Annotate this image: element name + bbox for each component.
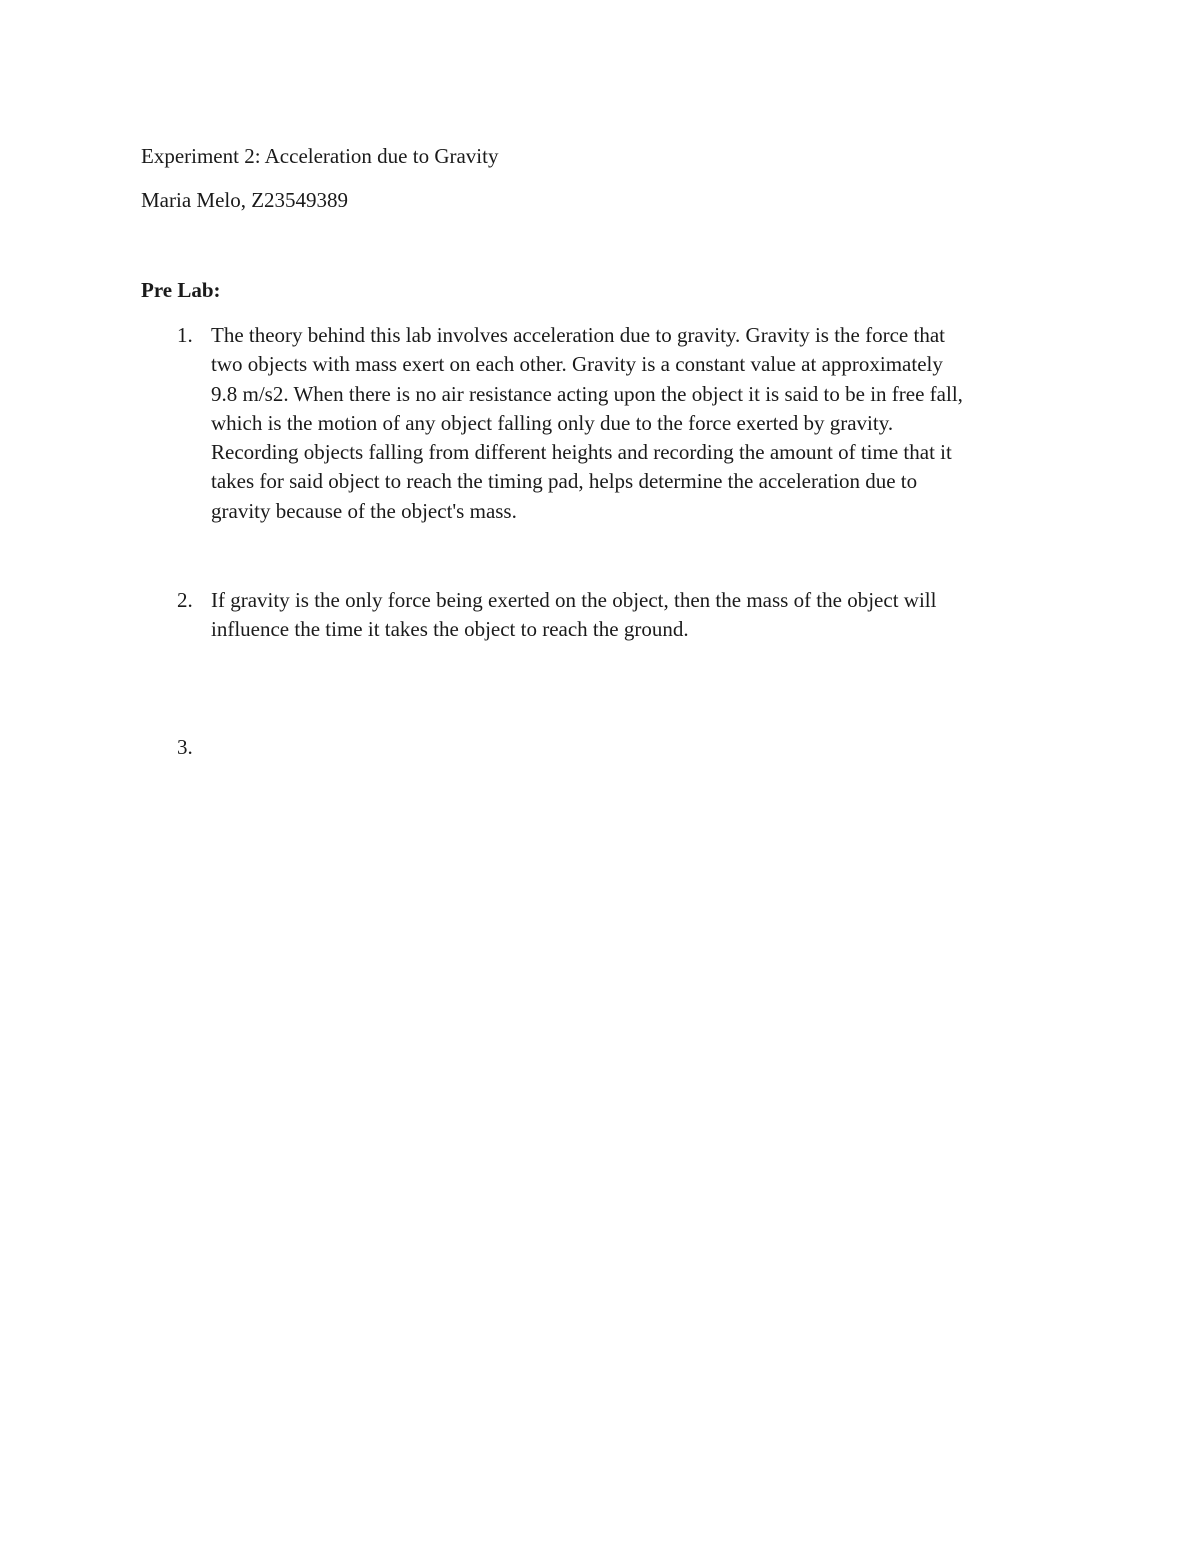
section-heading: Pre Lab: [141, 278, 221, 302]
document-title: Experiment 2: Acceleration due to Gravity [141, 144, 499, 168]
author-line: Maria Melo, Z23549389 [141, 188, 349, 212]
list-item-text: The theory behind this lab involves acceleration due to gravity. Gravity is the force that two objects with mass exert on each other. Gravity is a constant value at approximately 9.8 m/s2. When there is no air resistance acting upon the object it is said to be in free fall, which is the motion of any object falling only due to the force exerted by gravity. Recording objects falling from different heights and recording the amount of time that it takes for said object to reach the timing pad, helps determine the acceleration due to gravity because of the object's mass. [211, 323, 963, 523]
list-item-text: If gravity is the only force being exerted on the object, then the mass of the object will influence the time it takes the object to reach the ground. [211, 588, 937, 642]
list-item-number: 1. [177, 323, 193, 347]
list-item-number: 2. [177, 588, 193, 612]
list-item-number: 3. [177, 735, 193, 759]
